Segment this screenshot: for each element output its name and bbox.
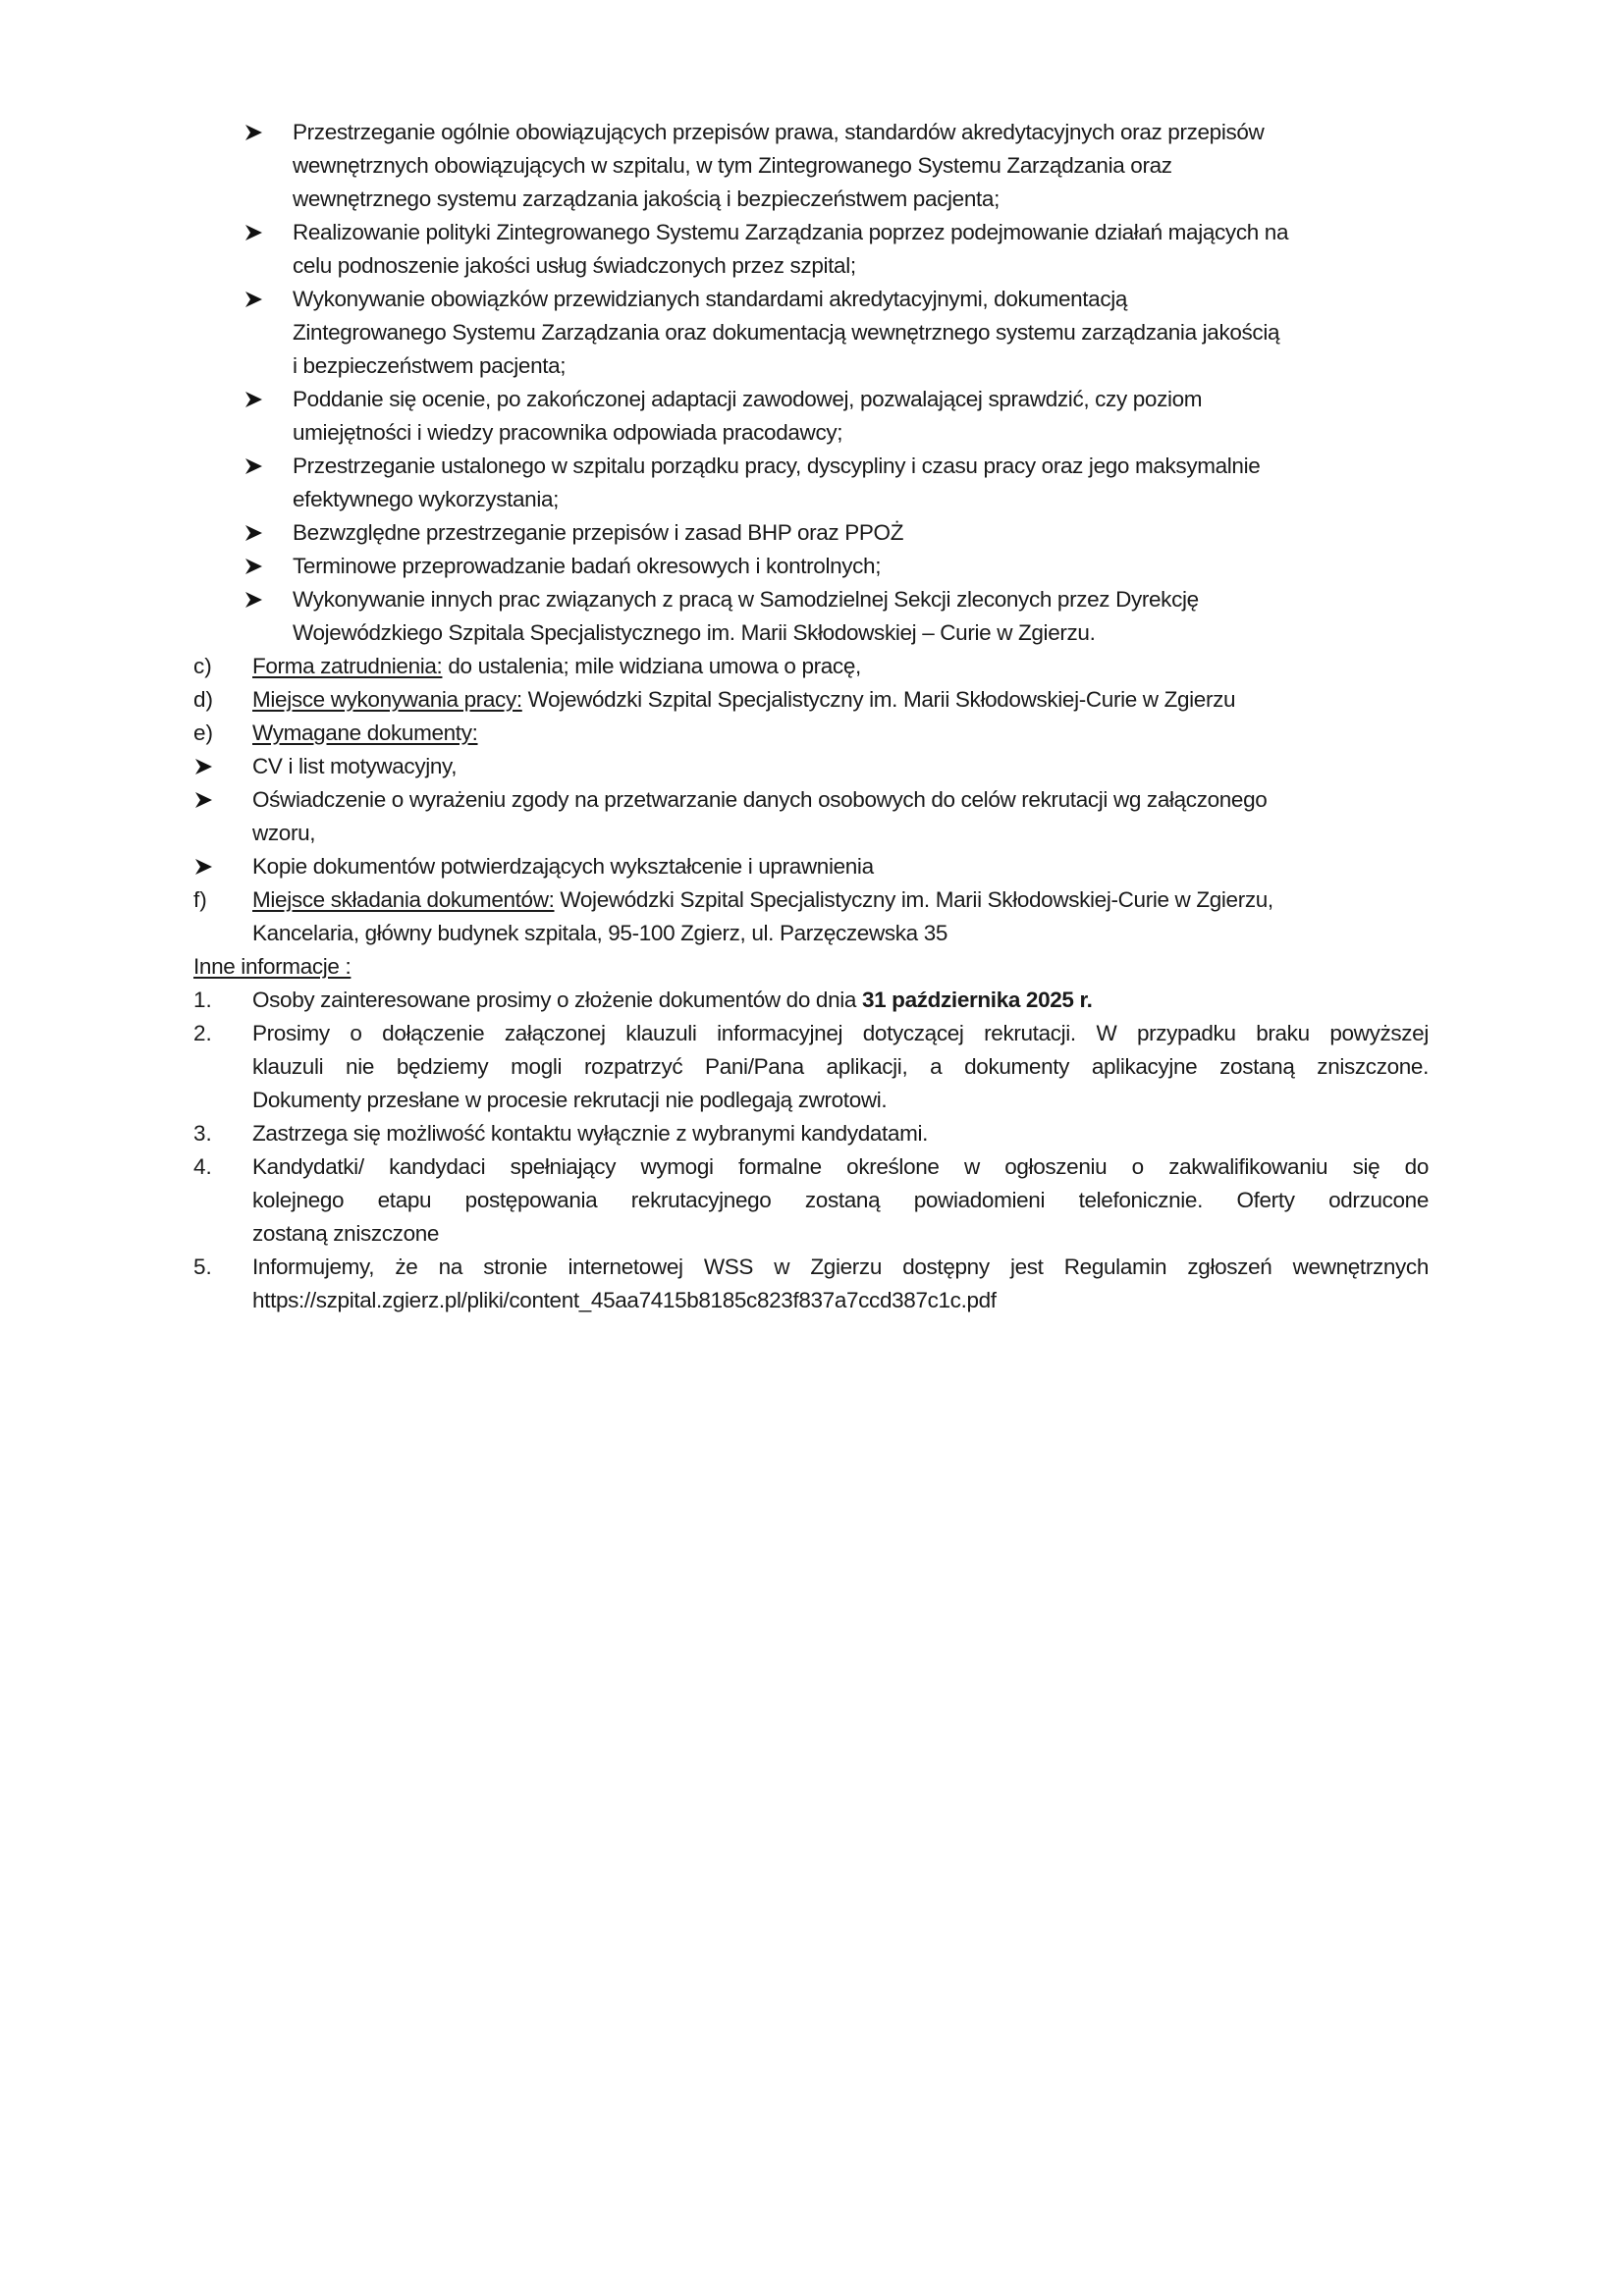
- section-c-label: Forma zatrudnienia:: [252, 654, 443, 678]
- section-e-label: Wymagane dokumenty:: [252, 721, 478, 745]
- item-3-marker: 3.: [193, 1121, 212, 1146]
- duty-line: efektywnego wykorzystania;: [293, 487, 560, 511]
- arrowhead-bullet-icon: [243, 456, 263, 476]
- duty-line: Wojewódzkiego Szpitala Specjalistycznego im. Marii Skłodowskiej – Curie w Zgierzu.: [293, 620, 1096, 645]
- section-f-text: Wojewódzki Szpital Specjalistyczny im. Marii Skłodowskiej-Curie w Zgierzu,: [554, 887, 1273, 912]
- arrowhead-bullet-icon: [243, 223, 263, 242]
- duty-line: Bezwzględne przestrzeganie przepisów i zasad BHP oraz PPOŻ: [293, 520, 904, 545]
- section-f: [252, 883, 1273, 917]
- section-c-marker: c): [193, 654, 212, 678]
- duty-line: Poddanie się ocenie, po zakończonej adaptacji zawodowej, pozwalającej sprawdzić, czy poziom: [293, 387, 1203, 411]
- duty-line: Terminowe przeprowadzanie badań okresowych i kontrolnych;: [293, 554, 882, 578]
- section-f-text2: Kancelaria, główny budynek szpitala, 95-100 Zgierz, ul. Parzęczewska 35: [252, 921, 948, 945]
- item-1-marker: 1.: [193, 988, 212, 1012]
- section-d-text: Wojewódzki Szpital Specjalistyczny im. Marii Skłodowskiej-Curie w Zgierzu: [521, 687, 1236, 712]
- other-info-heading: Inne informacje :: [193, 954, 352, 979]
- regulation-link[interactable]: https://szpital.zgierz.pl/pliki/content_45aa7415b8185c823f837a7ccd387c1c.pdf: [252, 1288, 997, 1312]
- duty-line: wewnętrznego systemu zarządzania jakością i bezpieczeństwem pacjenta;: [293, 187, 1000, 211]
- item-2-marker: 2.: [193, 1021, 212, 1045]
- arrowhead-bullet-icon: [243, 390, 263, 409]
- section-c: [252, 650, 861, 683]
- arrowhead-bullet-icon: [243, 523, 263, 543]
- arrowhead-bullet-icon: [243, 290, 263, 309]
- item-5-marker: 5.: [193, 1255, 212, 1279]
- arrowhead-bullet-icon: [243, 123, 263, 142]
- duty-line: Przestrzeganie ustalonego w szpitalu porządku pracy, dyscypliny i czasu pracy oraz jego maksymalnie: [293, 454, 1261, 478]
- document-line: Oświadczenie o wyrażeniu zgody na przetwarzanie danych osobowych do celów rekrutacji wg załączonego: [252, 787, 1268, 812]
- duty-line: Przestrzeganie ogólnie obowiązujących przepisów prawa, standardów akredytacyjnych oraz przepisów: [293, 120, 1265, 144]
- document-line: CV i list motywacyjny,: [252, 754, 458, 778]
- item-4-line: kolejnego etapu postępowania rekrutacyjnego zostaną powiadomieni telefonicznie. Oferty odrzucone: [252, 1188, 1429, 1212]
- item-1: [252, 984, 1093, 1017]
- deadline-date: 31 października 2025 r.: [861, 988, 1093, 1012]
- duty-line: Wykonywanie obowiązków przewidzianych standardami akredytacyjnymi, dokumentacją: [293, 287, 1128, 311]
- duty-line: Realizowanie polityki Zintegrowanego Systemu Zarządzania poprzez podejmowanie działań mających na: [293, 220, 1289, 244]
- duty-line: umiejętności i wiedzy pracownika odpowiada pracodawcy;: [293, 420, 843, 445]
- duty-line: Zintegrowanego Systemu Zarządzania oraz dokumentacją wewnętrznego systemu zarządzania jakością: [293, 320, 1280, 345]
- item-4-line: Kandydatki/ kandydaci spełniający wymogi formalne określone w ogłoszeniu o zakwalifikowaniu się do: [252, 1154, 1429, 1179]
- section-c-text: do ustalenia; mile widziana umowa o pracę,: [442, 654, 861, 678]
- section-d: [252, 683, 1235, 717]
- item-5-line: Informujemy, że na stronie internetowej WSS w Zgierzu dostępny jest Regulamin zgłoszeń wewnętrznych: [252, 1255, 1429, 1279]
- arrowhead-bullet-icon: [193, 757, 213, 776]
- duty-line: Wykonywanie innych prac związanych z pracą w Samodzielnej Sekcji zleconych przez Dyrekcję: [293, 587, 1199, 612]
- section-f-label: Miejsce składania dokumentów:: [252, 887, 555, 912]
- section-e: [252, 717, 478, 750]
- section-d-label: Miejsce wykonywania pracy:: [252, 687, 522, 712]
- duty-line: celu podnoszenie jakości usług świadczonych przez szpital;: [293, 253, 856, 278]
- section-e-marker: e): [193, 721, 214, 745]
- item-1-text: Osoby zainteresowane prosimy o złożenie dokumentów do dnia: [252, 988, 862, 1012]
- duty-line: i bezpieczeństwem pacjenta;: [293, 353, 567, 378]
- item-3-line: Zastrzega się możliwość kontaktu wyłącznie z wybranymi kandydatami.: [252, 1121, 929, 1146]
- arrowhead-bullet-icon: [243, 557, 263, 576]
- section-f-marker: f): [193, 887, 207, 912]
- arrowhead-bullet-icon: [193, 790, 213, 810]
- item-2-line: Dokumenty przesłane w procesie rekrutacji nie podlegają zwrotowi.: [252, 1088, 888, 1112]
- section-d-marker: d): [193, 687, 214, 712]
- document-line: wzoru,: [252, 821, 316, 845]
- item-2-line: klauzuli nie będziemy mogli rozpatrzyć Pani/Pana aplikacji, a dokumenty aplikacyjne zostaną zniszczone.: [252, 1054, 1429, 1079]
- document-line: Kopie dokumentów potwierdzających wykształcenie i uprawnienia: [252, 854, 874, 879]
- item-4-marker: 4.: [193, 1154, 212, 1179]
- item-2-line: Prosimy o dołączenie załączonej klauzuli informacyjnej dotyczącej rekrutacji. W przypadku braku powyższej: [252, 1021, 1429, 1045]
- duty-line: wewnętrznych obowiązujących w szpitalu, w tym Zintegrowanego Systemu Zarządzania oraz: [293, 153, 1172, 178]
- arrowhead-bullet-icon: [243, 590, 263, 610]
- item-4-line: zostaną zniszczone: [252, 1221, 440, 1246]
- arrowhead-bullet-icon: [193, 857, 213, 877]
